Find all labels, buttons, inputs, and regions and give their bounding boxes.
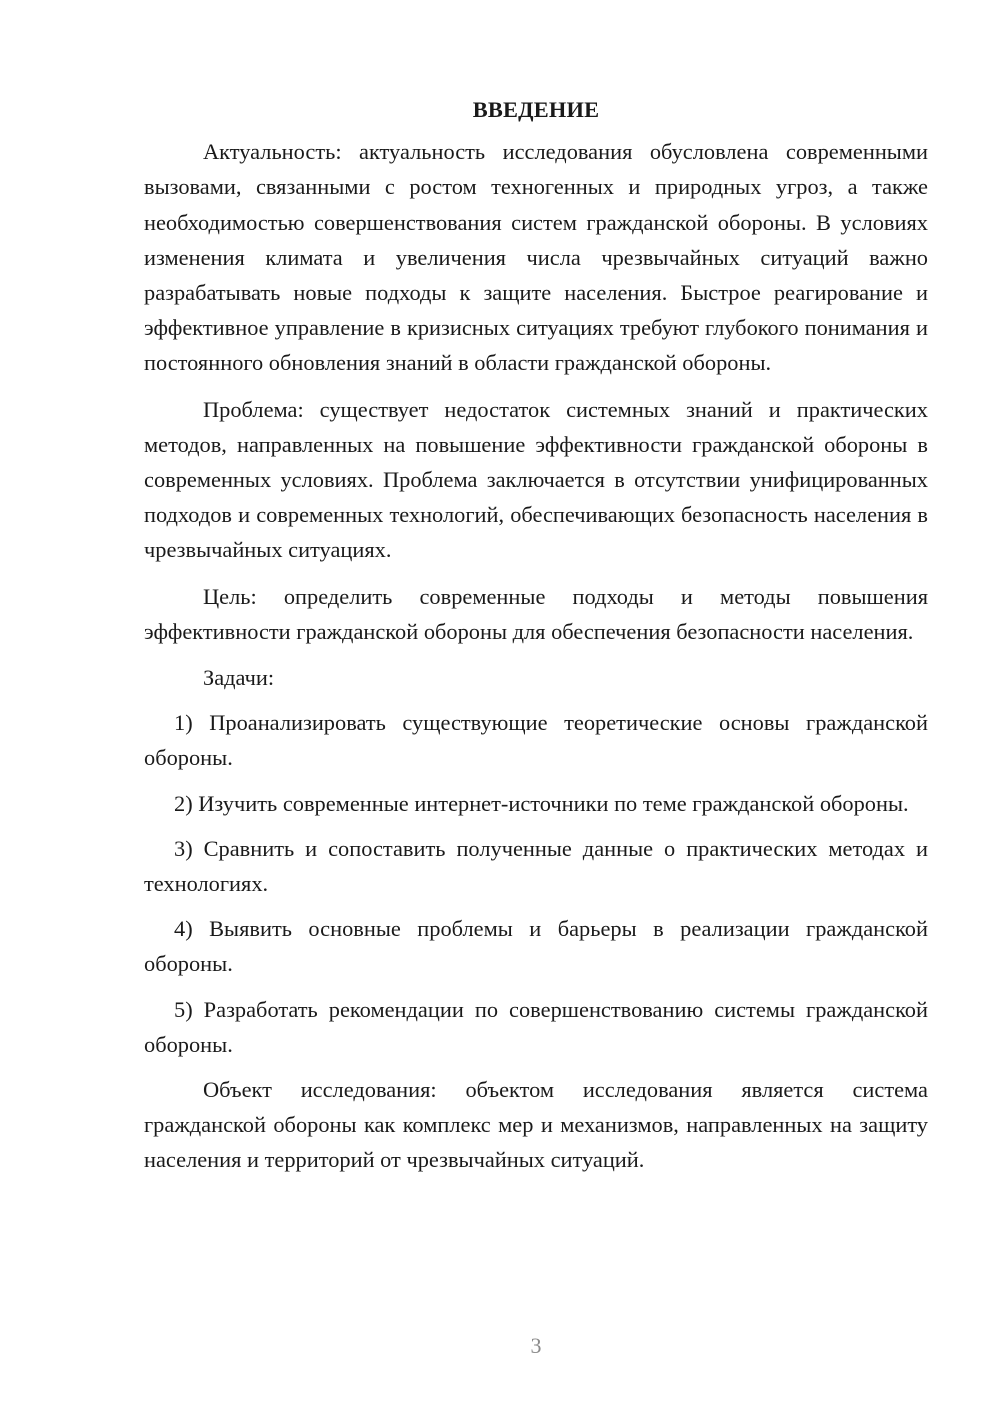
- document-body: [144, 92, 928, 1189]
- task-item: 3) Сравнить и сопоставить полученные данные о практических методах и технологиях.: [144, 835, 928, 897]
- problem-paragraph: Проблема: существует недостаток системных знаний и практических методов, направленных на повышение эффективности гражданской обороны в современных условиях. Проблема заключается в отсутствии унифицированных подходов и современных технологий, обеспечивающих безопасность населения в чрезвычайных ситуациях.: [144, 396, 928, 563]
- relevance-paragraph: Актуальность: актуальность исследования обусловлена современными вызовами, связанными с ростом техногенных и природных угроз, а также необходимостью совершенствования систем гражданской обороны. В условиях изменения климата и увеличения числа чрезвычайных ситуаций важно разрабатывать новые подходы к защите населения. Быстрое реагирование и эффективное управление в кризисных ситуациях требуют глубокого понимания и постоянного обновления знаний в области гражданской обороны.: [144, 139, 928, 376]
- section-heading: ВВЕДЕНИЕ: [472, 97, 600, 122]
- goal-paragraph: Цель: определить современные подходы и методы повышения эффективности гражданской обороны для обеспечения безопасности населения.: [144, 583, 928, 644]
- task-item: 5) Разработать рекомендации по совершенствованию системы гражданской обороны.: [144, 996, 928, 1057]
- task-item: 1) Проанализировать существующие теоретические основы гражданской обороны.: [144, 710, 928, 771]
- page-number: 3: [530, 1333, 542, 1358]
- task-item: 2) Изучить современные интернет-источники по теме гражданской обороны.: [174, 790, 909, 816]
- object-paragraph: Объект исследования: объектом исследования является система гражданской обороны как комплекс мер и механизмов, направленных на защиту населения и территорий от чрезвычайных ситуаций.: [144, 1077, 928, 1173]
- task-item: 4) Выявить основные проблемы и барьеры в реализации гражданской обороны.: [144, 916, 928, 977]
- tasks-label: Задачи:: [203, 665, 275, 691]
